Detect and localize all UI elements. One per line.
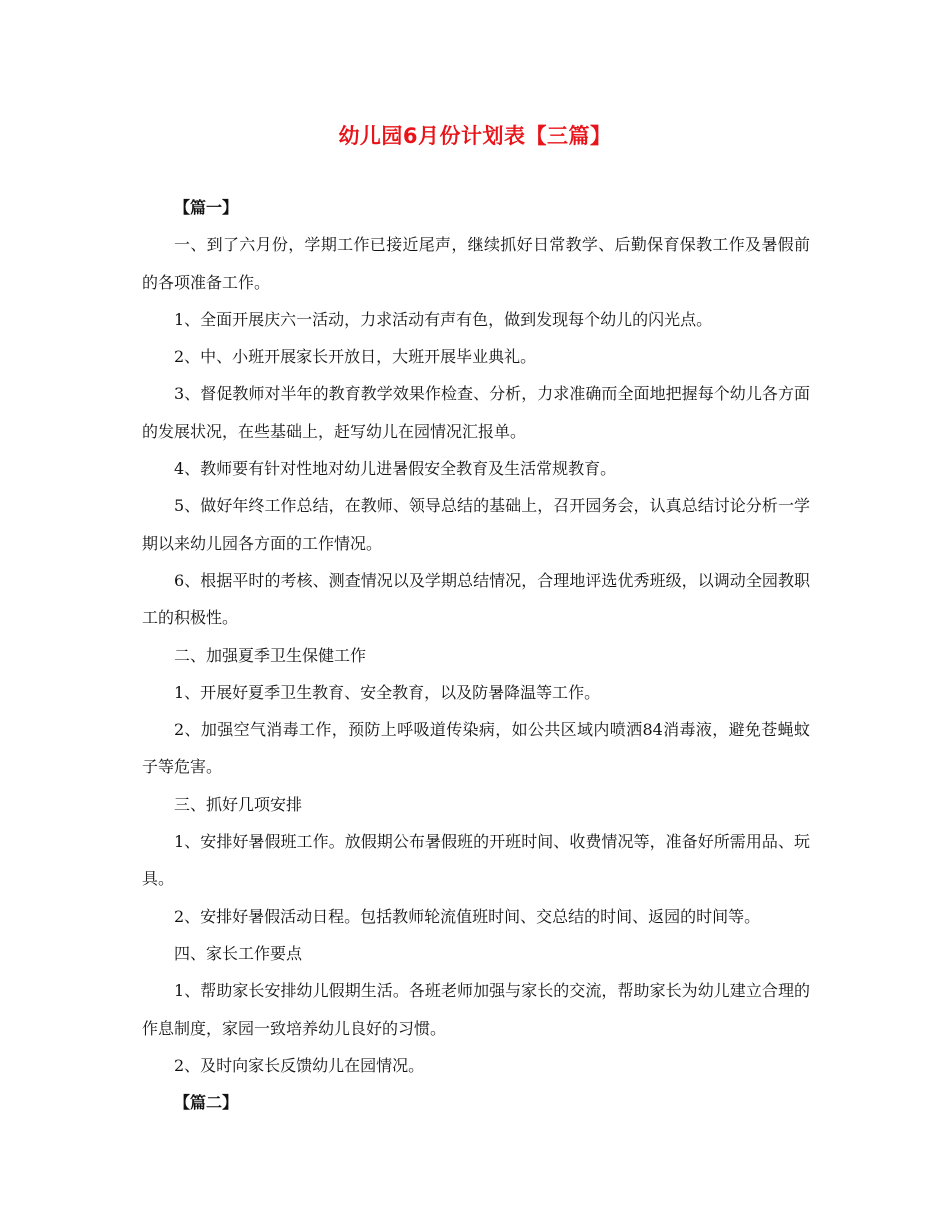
paragraph: 1、安排好暑假班工作。放假期公布暑假班的开班时间、收费情况等，准备好所需用品、玩具。	[142, 832, 810, 889]
paragraph: 二、加强夏季卫生保健工作	[174, 645, 367, 665]
paragraph: 三、抓好几项安排	[174, 794, 303, 814]
paragraph: 1、全面开展庆六一活动，力求活动有声有色，做到发现每个幼儿的闪光点。	[174, 309, 713, 329]
paragraph: 3、督促教师对半年的教育教学效果作检查、分析，力求准确而全面地把握每个幼儿各方面的发展状况，在些基础上，赶写幼儿在园情况汇报单。	[142, 384, 810, 441]
document-body	[142, 189, 810, 1121]
paragraph: 6、根据平时的考核、测查情况以及学期总结情况，合理地评选优秀班级，以调动全园教职工的积极性。	[142, 570, 810, 628]
paragraph: 1、开展好夏季卫生教育、安全教育，以及防暑降温等工作。	[174, 682, 601, 702]
section-heading: 【篇二】	[174, 1093, 239, 1113]
paragraph: 2、中、小班开展家长开放日，大班开展毕业典礼。	[174, 347, 537, 367]
paragraph: 2、加强空气消毒工作，预防上呼吸道传染病，如公共区域内喷洒84消毒液，避免苍蝇蚊子等危害。	[142, 720, 810, 777]
paragraph: 一、到了六月份，学期工作已接近尾声，继续抓好日常教学、后勤保育保教工作及暑假前的各项准备工作。	[142, 235, 810, 292]
paragraph: 5、做好年终工作总结，在教师、领导总结的基础上，召开园务会，认真总结讨论分析一学期以来幼儿园各方面的工作情况。	[142, 496, 810, 553]
document-title: 幼儿园6月份计划表【三篇】	[338, 124, 612, 148]
section-heading: 【篇一】	[174, 198, 239, 217]
paragraph: 2、及时向家长反馈幼儿在园情况。	[174, 1055, 425, 1075]
paragraph: 2、安排好暑假活动日程。包括教师轮流值班时间、交总结的时间、返园的时间等。	[174, 906, 761, 926]
paragraph: 四、家长工作要点	[174, 943, 303, 963]
paragraph: 4、教师要有针对性地对幼儿进暑假安全教育及生活常规教育。	[174, 459, 617, 479]
paragraph: 1、帮助家长安排幼儿假期生活。各班老师加强与家长的交流，帮助家长为幼儿建立合理的作息制度，家园一致培养幼儿良好的习惯。	[142, 981, 810, 1038]
